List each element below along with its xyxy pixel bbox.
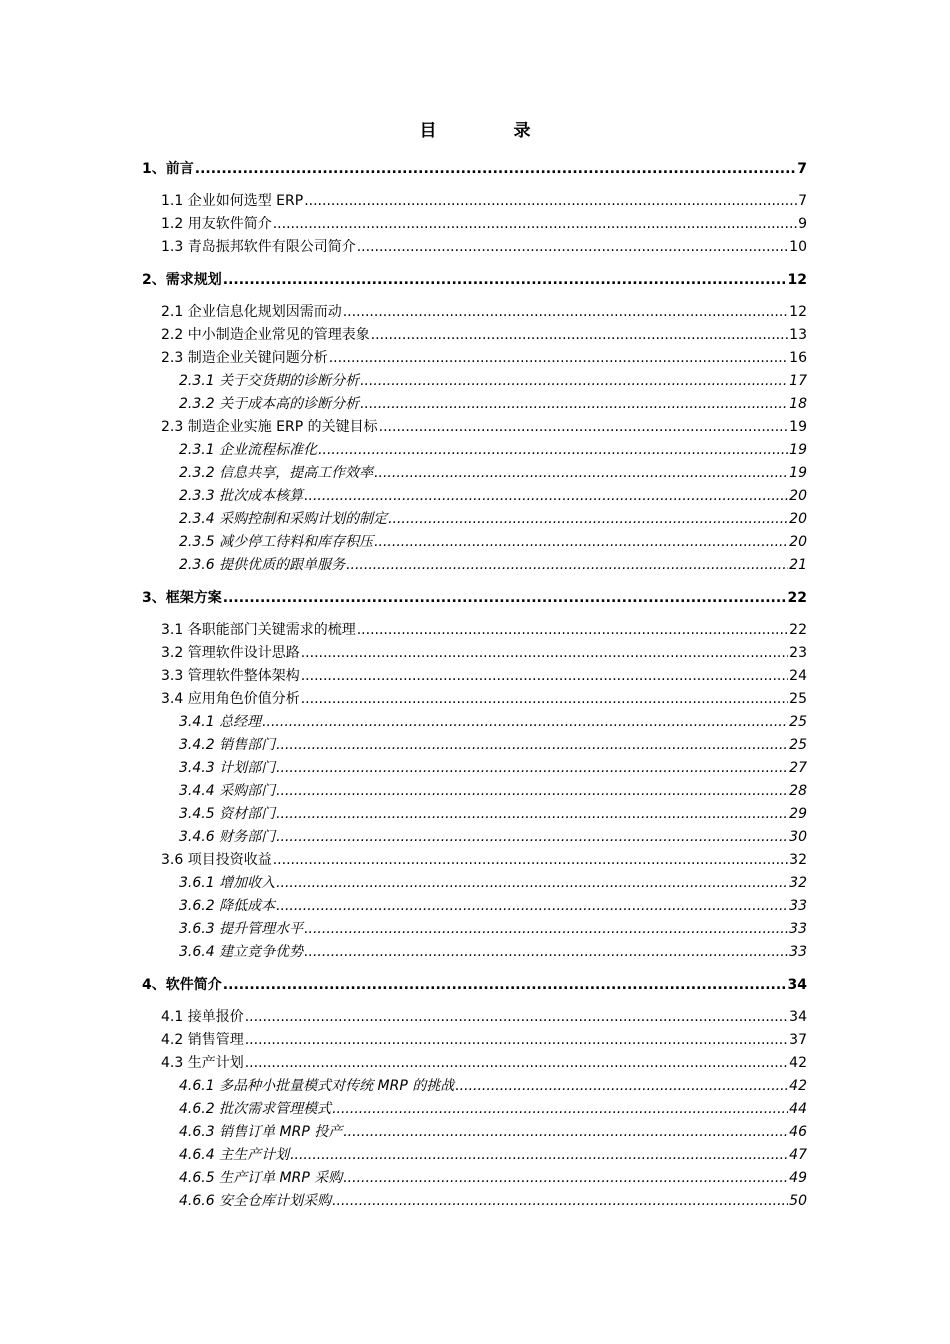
dot-leader: [329, 347, 788, 370]
toc-entry-page-number: 33: [789, 921, 807, 937]
dot-leader: [276, 734, 788, 757]
toc-entry[interactable]: [142, 324, 807, 347]
toc-entry[interactable]: [142, 1144, 807, 1167]
toc-entry-page-number: 19: [789, 465, 807, 481]
dot-leader: [374, 462, 788, 485]
toc-entry-page-number: 42: [789, 1055, 807, 1071]
toc-entry-label: 3.4.5 资材部门: [179, 806, 276, 822]
toc-entry[interactable]: [142, 347, 807, 370]
toc-entry-label: 4.6.3 销售订单 MRP 投产: [179, 1124, 343, 1140]
toc-entry-label: 2.3 制造企业关键问题分析: [161, 350, 328, 366]
dot-leader: [371, 324, 788, 347]
toc-entry-label: 3.4 应用角色价值分析: [161, 691, 300, 707]
toc-entry-label: 2.3.1 企业流程标准化: [179, 442, 318, 458]
toc-entry-page-number: 46: [789, 1124, 807, 1140]
dot-leader: [276, 803, 788, 826]
dot-leader: [304, 918, 788, 941]
toc-entry[interactable]: [142, 665, 807, 688]
toc-entry-page-number: 20: [789, 488, 807, 504]
toc-entry[interactable]: [142, 554, 807, 577]
dot-leader: [379, 416, 789, 439]
toc-entry-label: 3.4.6 财务部门: [179, 829, 276, 845]
dot-leader: [360, 393, 788, 416]
dot-leader: [374, 531, 788, 554]
dot-leader: [223, 974, 787, 997]
toc-entry[interactable]: [142, 213, 807, 236]
toc-entry[interactable]: [142, 236, 807, 259]
toc-entry-label: 4.1 接单报价: [161, 1009, 244, 1025]
dot-leader: [357, 236, 788, 259]
toc-entry[interactable]: [142, 370, 807, 393]
toc-entry[interactable]: [142, 780, 807, 803]
dot-leader: [245, 1029, 788, 1052]
dot-leader: [276, 757, 788, 780]
toc-entry-page-number: 21: [789, 557, 807, 573]
dot-leader: [357, 619, 788, 642]
toc-entry[interactable]: [142, 803, 807, 826]
toc-entry[interactable]: [142, 439, 807, 462]
toc-entry-label: 2.3.4 采购控制和采购计划的制定: [179, 511, 388, 527]
toc-entry-label: 3.6.4 建立竞争优势: [179, 944, 304, 960]
toc-entry-label: 3.6.2 降低成本: [179, 898, 276, 914]
toc-entry-page-number: 47: [789, 1147, 807, 1163]
toc-entry-page-number: 13: [789, 327, 807, 343]
toc-entry[interactable]: [142, 508, 807, 531]
dot-leader: [301, 665, 788, 688]
toc-entry-page-number: 44: [789, 1101, 807, 1117]
toc-entry[interactable]: [142, 1029, 807, 1052]
toc-entry-label: 2.1 企业信息化规划因需而动: [161, 304, 342, 320]
toc-entry[interactable]: [142, 531, 807, 554]
dot-leader: [343, 1167, 788, 1190]
toc-entry-page-number: 9: [798, 216, 807, 232]
dot-leader: [343, 301, 788, 324]
toc-entry-label: 3.4.4 采购部门: [179, 783, 276, 799]
toc-entry-label: 4.6.4 主生产计划: [179, 1147, 290, 1163]
toc-entry[interactable]: [142, 872, 807, 895]
toc-entry-label: 3.4.3 计划部门: [179, 760, 276, 776]
dot-leader: [304, 485, 788, 508]
toc-entry-label: 1.2 用友软件简介: [161, 216, 272, 232]
toc-entry[interactable]: [142, 485, 807, 508]
toc-entry[interactable]: [142, 688, 807, 711]
toc-entry-label: 2.2 中小制造企业常见的管理表象: [161, 327, 370, 343]
toc-entry-page-number: 49: [789, 1170, 807, 1186]
toc-entry-label: 2.3.2 关于成本高的诊断分析: [179, 396, 360, 412]
toc-entry[interactable]: [142, 619, 807, 642]
toc-entry-page-number: 16: [789, 350, 807, 366]
toc-entry-label: 3.4.1 总经理: [179, 714, 262, 730]
dot-leader: [276, 826, 788, 849]
toc-entry[interactable]: [142, 826, 807, 849]
dot-leader: [273, 849, 788, 872]
toc-entry-page-number: 25: [789, 714, 807, 730]
toc-entry-page-number: 19: [789, 442, 807, 458]
toc-entry-page-number: 34: [787, 977, 807, 993]
toc-entry-page-number: 30: [789, 829, 807, 845]
toc-entry[interactable]: [142, 1098, 807, 1121]
dot-leader: [346, 554, 788, 577]
toc-entry[interactable]: [142, 849, 807, 872]
dot-leader: [360, 370, 788, 393]
dot-leader: [290, 1144, 788, 1167]
toc-entry[interactable]: [142, 158, 807, 181]
toc-entry-page-number: 12: [789, 304, 807, 320]
toc-entry[interactable]: [142, 1052, 807, 1075]
toc-entry-page-number: 33: [789, 944, 807, 960]
dot-leader: [223, 269, 787, 292]
toc-entry-page-number: 28: [789, 783, 807, 799]
dot-leader: [276, 895, 788, 918]
toc-entry-page-number: 20: [789, 534, 807, 550]
toc-entry[interactable]: [142, 1167, 807, 1190]
toc-entry-label: 2.3 制造企业实施 ERP 的关键目标: [161, 419, 378, 435]
toc-entry-page-number: 27: [789, 760, 807, 776]
toc-entry-page-number: 12: [787, 272, 807, 288]
toc-entry[interactable]: [142, 711, 807, 734]
toc-entry[interactable]: [142, 757, 807, 780]
toc-entry-label: 3.6.3 提升管理水平: [179, 921, 304, 937]
dot-leader: [304, 941, 788, 964]
toc-entry[interactable]: [142, 416, 807, 439]
dot-leader: [276, 780, 788, 803]
toc-entry[interactable]: [142, 393, 807, 416]
toc-entry-page-number: 25: [789, 737, 807, 753]
toc-entry-page-number: 29: [789, 806, 807, 822]
toc-entry-page-number: 24: [789, 668, 807, 684]
toc-entry-label: 4.6.6 安全仓库计划采购: [179, 1193, 332, 1209]
toc-entry[interactable]: [142, 269, 807, 292]
dot-leader: [273, 213, 797, 236]
toc-entry-page-number: 32: [789, 852, 807, 868]
toc-entry[interactable]: [142, 301, 807, 324]
toc-entry-label: 1.3 青岛振邦软件有限公司简介: [161, 239, 356, 255]
toc-entry-label: 4.6.5 生产订单 MRP 采购: [179, 1170, 343, 1186]
toc-entry-label: 2.3.1 关于交货期的诊断分析: [179, 373, 360, 389]
toc-entry[interactable]: [142, 1121, 807, 1144]
toc-entry[interactable]: [142, 462, 807, 485]
toc-entry[interactable]: [142, 974, 807, 997]
dot-leader: [343, 1121, 788, 1144]
toc-entry-label: 2.3.3 批次成本核算: [179, 488, 304, 504]
toc-entry-page-number: 42: [789, 1078, 807, 1094]
dot-leader: [276, 872, 788, 895]
toc-entry-page-number: 20: [789, 511, 807, 527]
dot-leader: [318, 439, 788, 462]
toc-entry[interactable]: [142, 895, 807, 918]
toc-entry-label: 4.3 生产计划: [161, 1055, 244, 1071]
toc-entry-page-number: 19: [789, 419, 807, 435]
toc-entry-page-number: 17: [789, 373, 807, 389]
dot-leader: [301, 688, 788, 711]
toc-entry[interactable]: [142, 1075, 807, 1098]
toc-entry-page-number: 7: [797, 161, 807, 177]
toc-entry-label: 1、前言: [142, 161, 194, 177]
table-of-contents: [142, 158, 807, 1213]
dot-leader: [332, 1190, 788, 1213]
toc-entry-label: 4.2 销售管理: [161, 1032, 244, 1048]
toc-entry-page-number: 22: [787, 590, 807, 606]
toc-entry-label: 4.6.2 批次需求管理模式: [179, 1101, 332, 1117]
toc-entry-label: 3.1 各职能部门关键需求的梳理: [161, 622, 356, 638]
toc-entry-label: 4.6.1 多品种小批量模式对传统 MRP 的挑战: [179, 1078, 455, 1094]
dot-leader: [245, 1052, 788, 1075]
dot-leader: [223, 587, 787, 610]
toc-entry-page-number: 32: [789, 875, 807, 891]
toc-entry-label: 3.4.2 销售部门: [179, 737, 276, 753]
toc-entry-label: 2.3.6 提供优质的跟单服务: [179, 557, 346, 573]
toc-entry-page-number: 10: [789, 239, 807, 255]
toc-entry-label: 4、软件简介: [142, 977, 222, 993]
toc-entry-page-number: 33: [789, 898, 807, 914]
dot-leader: [304, 190, 797, 213]
toc-entry[interactable]: [142, 734, 807, 757]
dot-leader: [455, 1075, 788, 1098]
toc-entry[interactable]: [142, 190, 807, 213]
toc-entry[interactable]: [142, 1190, 807, 1213]
toc-entry[interactable]: [142, 941, 807, 964]
toc-entry-page-number: 7: [798, 193, 807, 209]
toc-entry-label: 3、框架方案: [142, 590, 222, 606]
dot-leader: [195, 158, 797, 181]
toc-entry-page-number: 34: [789, 1009, 807, 1025]
dot-leader: [301, 642, 788, 665]
toc-entry[interactable]: [142, 1006, 807, 1029]
toc-entry-label: 2.3.2 信息共享，提高工作效率: [179, 465, 374, 481]
toc-entry-page-number: 23: [789, 645, 807, 661]
toc-entry[interactable]: [142, 642, 807, 665]
toc-entry-page-number: 50: [789, 1193, 807, 1209]
toc-entry-page-number: 18: [789, 396, 807, 412]
toc-entry[interactable]: [142, 918, 807, 941]
toc-entry-label: 3.2 管理软件设计思路: [161, 645, 300, 661]
toc-entry-label: 3.6.1 增加收入: [179, 875, 276, 891]
toc-entry-label: 2、需求规划: [142, 272, 222, 288]
page-title: 目 录: [419, 121, 561, 141]
dot-leader: [262, 711, 788, 734]
toc-entry-label: 1.1 企业如何选型 ERP: [161, 193, 304, 209]
dot-leader: [332, 1098, 788, 1121]
dot-leader: [245, 1006, 788, 1029]
toc-entry-page-number: 22: [789, 622, 807, 638]
dot-leader: [388, 508, 788, 531]
toc-entry-page-number: 37: [789, 1032, 807, 1048]
toc-entry[interactable]: [142, 587, 807, 610]
toc-entry-label: 3.3 管理软件整体架构: [161, 668, 300, 684]
toc-entry-label: 2.3.5 减少停工待料和库存积压: [179, 534, 374, 550]
toc-entry-page-number: 25: [789, 691, 807, 707]
toc-entry-label: 3.6 项目投资收益: [161, 852, 272, 868]
